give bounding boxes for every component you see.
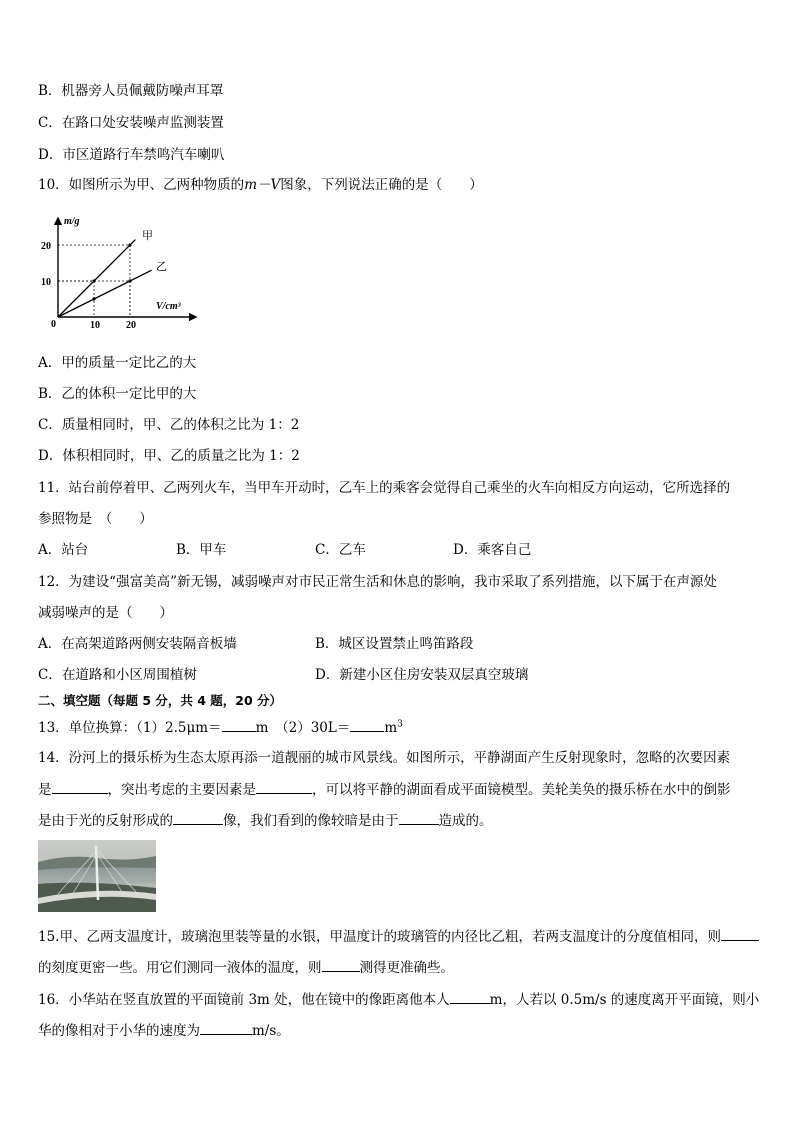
q14-line2 xyxy=(38,780,731,799)
q14-blank-2[interactable] xyxy=(256,780,312,794)
q11-option-b: B．甲车 xyxy=(176,542,227,558)
series-label-yi: 乙 xyxy=(156,260,167,273)
q16-blank-2[interactable] xyxy=(200,1021,252,1035)
q16-l2b: m/s。 xyxy=(252,1023,290,1039)
q16-l2a: 华的像相对于小华的速度为 xyxy=(38,1023,200,1039)
q12-option-a: A．在高架道路两侧安装隔音板墙 xyxy=(38,636,237,652)
q16-l1a: 16．小华站在竖直放置的平面镜前 3m 处，他在镜中的像距离他本人 xyxy=(38,992,450,1008)
q11-option-d: D．乘客自己 xyxy=(453,542,532,558)
q12-stem-line1: 12．为建设“强富美高”新无锡，减弱噪声对市民正常生活和休息的影响，我市采取了系列措施，以下属于在声源处 xyxy=(38,574,717,590)
q14-l3b: 像，我们看到的像较暗是由于 xyxy=(223,813,399,829)
q15-blank-1[interactable] xyxy=(721,927,759,941)
q15-l1: 15.甲、乙两支温度计，玻璃泡里装等量的水银，甲温度计的玻璃管的内径比乙粗，若两支温度计的分度值相同，则 xyxy=(38,929,721,945)
q13-line xyxy=(38,718,403,737)
q10-option-d: D．体积相同时，甲、乙的质量之比为 1：2 xyxy=(38,448,300,464)
q16-blank-1[interactable] xyxy=(450,990,490,1004)
q12-option-d: D．新建小区住房安装双层真空玻璃 xyxy=(315,667,529,683)
q14-line1: 14．汾河上的摄乐桥为生态太原再添一道靓丽的城市风景线。如图所示，平静湖面产生反射现象时，忽略的次要因素 xyxy=(38,750,731,766)
q13-unit1: m xyxy=(255,720,269,736)
x-tick-20: 20 xyxy=(126,320,136,330)
q16-l1b: m，人若以 0.5m/s 的速度离开平面镜，则小 xyxy=(489,992,760,1008)
series-label-jia: 甲 xyxy=(142,229,153,242)
q14-l2b: ，突出考虑的主要因素是 xyxy=(107,782,256,798)
q10-stem xyxy=(38,176,483,194)
point-yi-1 xyxy=(92,297,95,300)
q15-line2 xyxy=(38,958,454,977)
section-title-fill-in: 二、填空题（每题 5 分，共 4 题，20 分） xyxy=(38,693,283,708)
x-tick-10: 10 xyxy=(90,320,100,330)
q13-unit2-sup: 3 xyxy=(397,719,403,730)
q9-option-c: C．在路口处安装噪声监测装置 xyxy=(38,115,224,131)
q10-option-c: C．质量相同时，甲、乙的体积之比为 1：2 xyxy=(38,417,300,433)
q13-unit2: m xyxy=(384,720,398,736)
q14-blank-1[interactable] xyxy=(52,780,108,794)
q11-stem-line2: 参照物是 （ ） xyxy=(38,511,153,527)
q11-stem-line1: 11．站台前停着甲、乙两列火车，当甲车开动时，乙车上的乘客会觉得自己乘坐的火车向相反方向运动，它所选择的 xyxy=(38,480,731,496)
point-jia-1 xyxy=(92,279,95,282)
series-line-yi xyxy=(58,270,152,317)
x-axis-label: V/cm³ xyxy=(156,301,181,312)
origin-label: 0 xyxy=(51,319,56,330)
q14-l2a: 是 xyxy=(38,782,52,798)
q15-l2b: 测得更准确些。 xyxy=(359,960,454,976)
mass-volume-graph xyxy=(38,212,208,330)
q13-blank-1[interactable] xyxy=(222,718,256,732)
y-tick-20: 20 xyxy=(41,241,51,252)
q12-option-b: B．城区设置禁止鸣笛路段 xyxy=(315,636,474,652)
q11-option-a: A．站台 xyxy=(38,542,89,558)
q14-line3 xyxy=(38,811,493,830)
q16-line1 xyxy=(38,990,759,1009)
q10-option-b: B．乙的体积一定比甲的大 xyxy=(38,386,197,402)
q12-option-c: C．在道路和小区周围植树 xyxy=(38,667,197,683)
q10-formula: m－V xyxy=(244,177,281,193)
q13-part2: （2）30L＝ xyxy=(281,720,351,736)
q10-stem-a: 10．如图所示为甲、乙两种物质的 xyxy=(38,177,245,193)
q10-stem-b: 图象，下列说法正确的是（ ） xyxy=(280,177,483,193)
q11-option-c: C．乙车 xyxy=(315,542,366,558)
y-axis-label: m/g xyxy=(64,216,80,227)
q10-option-a: A．甲的质量一定比乙的大 xyxy=(38,355,197,371)
q15-blank-2[interactable] xyxy=(322,958,360,972)
point-yi-2 xyxy=(128,279,131,282)
q12-stem-line2: 减弱噪声的是（ ） xyxy=(38,605,173,621)
q14-l3a: 是由于光的反射形成的 xyxy=(38,813,173,829)
q14-blank-4[interactable] xyxy=(399,811,439,825)
q14-l2c: ，可以将平静的湖面看成平面镜模型。美轮美奂的摄乐桥在水中的倒影 xyxy=(312,782,731,798)
y-tick-10: 10 xyxy=(41,277,51,288)
q15-line1 xyxy=(38,927,759,946)
q14-l3c: 造成的。 xyxy=(438,813,493,829)
q14-blank-3[interactable] xyxy=(173,811,223,825)
bridge-photo xyxy=(38,840,156,912)
q13-part1: 13．单位换算：（1）2.5μm＝ xyxy=(38,720,222,736)
q9-option-d: D．市区道路行车禁鸣汽车喇叭 xyxy=(38,147,225,163)
point-jia-2 xyxy=(128,243,131,246)
q15-l2a: 的刻度更密一些。用它们测同一液体的温度，则 xyxy=(38,960,322,976)
series-lines xyxy=(58,240,152,317)
series-line-jia xyxy=(58,240,135,317)
q13-blank-2[interactable] xyxy=(350,718,384,732)
q9-option-b: B．机器旁人员佩戴防噪声耳罩 xyxy=(38,83,224,99)
q16-line2 xyxy=(38,1021,290,1040)
